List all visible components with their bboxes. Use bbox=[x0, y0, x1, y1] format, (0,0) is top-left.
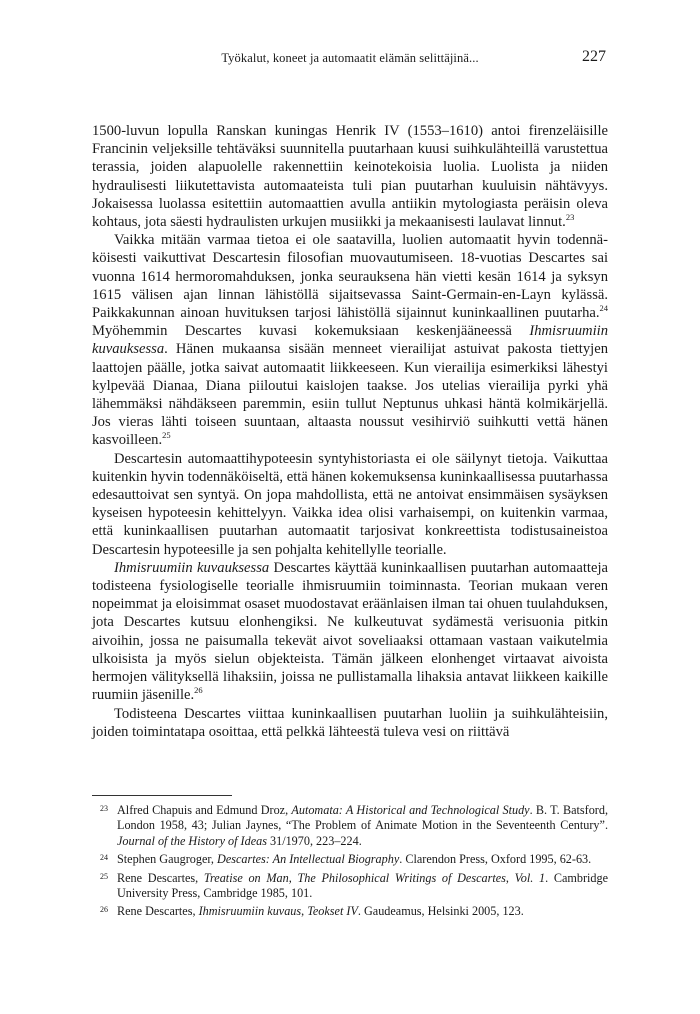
text-run: Stephen Gaugroger, bbox=[117, 852, 218, 867]
italic-title: Vol. 1 bbox=[514, 870, 546, 885]
paragraph bbox=[92, 450, 608, 559]
paragraph bbox=[92, 559, 608, 705]
page-number: 227 bbox=[582, 48, 606, 65]
italic-title: Ihmisruumiin kuvauksessa bbox=[114, 559, 270, 576]
text-run: Descartes käyttää kuninkaallisen puutarhan automaatteja todisteena fysiologiselle teorialle ihmisruumiin toiminnasta. Teorian mukaan veren nopeimmat ja eloisimmat osaset muodostavat eräänlaisen ilman tai ohuen tuulahduksen, jota Descartes kutsuu elonhengiksi. Ne kulkeutuvat sydämestä verisuonia pitkin aivoihin, jossa ne paisumalla tekevät aivot soveliaaksi ottamaan vastaan vaikutelmia ulkoisista ja myös sielun objekteista. Tämän jälkeen elonhenget virtaavat aivoista hermojen välityksellä lihaksiin, joissa ne pullistamalla lihaksia antavat liikkeen kaikille ruumiin jäsenille. bbox=[92, 559, 608, 704]
footnote-number: 26 bbox=[100, 905, 108, 915]
italic-title: Descartes: An Intellectual Biography bbox=[217, 852, 400, 867]
footnote-reference: 24 bbox=[599, 303, 608, 314]
italic-title: Teokset IV bbox=[307, 904, 358, 919]
footnote bbox=[92, 871, 608, 902]
italic-title: Ihmisruumiin kuvauksessa bbox=[92, 323, 608, 358]
text-run: . Cambridge University Press, Cambridge 1985, 101. bbox=[117, 870, 608, 901]
text-run: . Clarendon Press, Oxford 1995, 62-63. bbox=[399, 852, 592, 867]
text-run: . Hänen mukaansa sisään menneet vierailijat astuivat pakosta tiettyjen laattojen päälle, jotka saivat automaatit liikkeeseen. Kun vierailija esimerkiksi lähestyi kylpevää Dianaa, Diana piiloutui kaislojen taakse. Jos utelias vierailija pyrki yhä lähemmäksi nähdäkseen paremmin, esiin tullut Neptunus uhkasi häntä kolmikärjellä. Jos vieras lähti toiseen suuntaan, altaasta noussut vesihirviö suihkutti vettä hänen kasvoilleen. bbox=[92, 341, 608, 449]
paragraph bbox=[92, 705, 608, 741]
body-text bbox=[92, 122, 608, 741]
footnote-reference: 25 bbox=[162, 430, 171, 441]
footnote bbox=[92, 852, 608, 867]
paragraph bbox=[92, 231, 608, 449]
italic-title: Automata: A Historical and Technological Study bbox=[291, 803, 530, 817]
text-run: Rene Descartes, bbox=[117, 904, 199, 919]
text-run: , bbox=[505, 870, 515, 885]
italic-title: Treatise on Man, The Philosophical Writings of Descartes bbox=[203, 870, 506, 885]
text-run: 1500-luvun lopulla Ranskan kuningas Henrik IV (1553–1610) antoi firenzeläisille Francinin veljeksille tehtäväksi suunnitella puutarhaan kuusi suihkulähteillä varustettua terassia, joiden alapuolelle rakennettiin keinotekoisia luolia. Luolista ja niiden hydraulisesti liikutettavista automaateista tuli pian puutarhan kuuluisin nähtävyys. Jokaisessa luolassa esitettiin automaattien avulla antiikin mytologiasta peräisin oleva kohtaus, jota säesti hydraulisten urkujen musiikki ja mekaanisesti laulavat linnut. bbox=[92, 123, 608, 231]
italic-title: Ihmisruumiin kuvaus bbox=[198, 904, 302, 919]
footnote-reference: 23 bbox=[565, 212, 575, 223]
footnote bbox=[92, 803, 608, 849]
text-run: . B. T. Batsford, London 1958, 43; Julian Jaynes, “The Problem of Animate Motion in the Seventeenth Century”. bbox=[117, 803, 608, 833]
text-run: Vaikka mitään varmaa tietoa ei ole saatavilla, luolien automaatit hyvin todennäköisesti vaikuttivat Descartesin filosofian muovautumiseen. 18-vuotias Descartes sai vuonna 1614 hermoromahduksen, jonka seurauksena hän vietti kesän 1614 ja syksyn 1615 välisen ajan linnan lähistöllä sijaitsevassa Saint-Germain-en-Layn kylässä. Paikkakunnan ainoan huvituksen tarjosi lähistöllä sijainnut kuninkaallinen puutarha. bbox=[92, 232, 608, 322]
running-title: Työkalut, koneet ja automaatit elämän selittäjinä... bbox=[221, 51, 479, 65]
footnote-reference: 26 bbox=[194, 685, 203, 696]
footnote-number: 23 bbox=[100, 804, 108, 813]
footnote-number: 25 bbox=[100, 871, 108, 881]
footnote-separator bbox=[92, 795, 232, 796]
text-run: Rene Descartes, bbox=[117, 870, 204, 885]
italic-title: Journal of the History of Ideas bbox=[117, 833, 267, 848]
text-run: Myöhemmin Descartes kuvasi kokemuksiaan keskenjääneessä bbox=[92, 323, 530, 340]
text-run: 31/1970, 223–224. bbox=[266, 833, 362, 848]
paragraph bbox=[92, 122, 608, 231]
running-header bbox=[0, 48, 700, 70]
text-run: Todisteena Descartes viittaa kuninkaallisen puutarhan luoliin ja suihkulähteisiin, joiden toimintatapa osoittaa, että pelkkä lähteestä tuleva vesi on riittävä bbox=[92, 705, 608, 740]
text-run: Descartesin automaattihypoteesin syntyhistoriasta ei ole säilynyt tietoja. Vaikuttaa kuitenkin hyvin todennäköiseltä, että hänen kokemuksensa kuninkaallisessa puutarhassa edesauttoivat sen syntyä. On jopa mahdollista, että ne antoivat ensimmäisen sysäyksen kyseisen hypoteesin kehittelyyn. Vaikka idea olisi varhaisempi, on kuitenkin varmaa, että kuninkaallisen puutarhan automaatit tarjosivat konkreettista todistusaineistoa Descartesin hypoteesille ja sen pohjalta kehitellylle teorialle. bbox=[92, 450, 608, 558]
text-run: Alfred Chapuis and Edmund Droz, bbox=[117, 803, 292, 817]
footnotes bbox=[92, 803, 608, 923]
text-run: , bbox=[301, 904, 308, 919]
footnote bbox=[92, 904, 608, 919]
footnote-number: 24 bbox=[100, 853, 108, 863]
text-run: . Gaudeamus, Helsinki 2005, 123. bbox=[357, 904, 524, 919]
